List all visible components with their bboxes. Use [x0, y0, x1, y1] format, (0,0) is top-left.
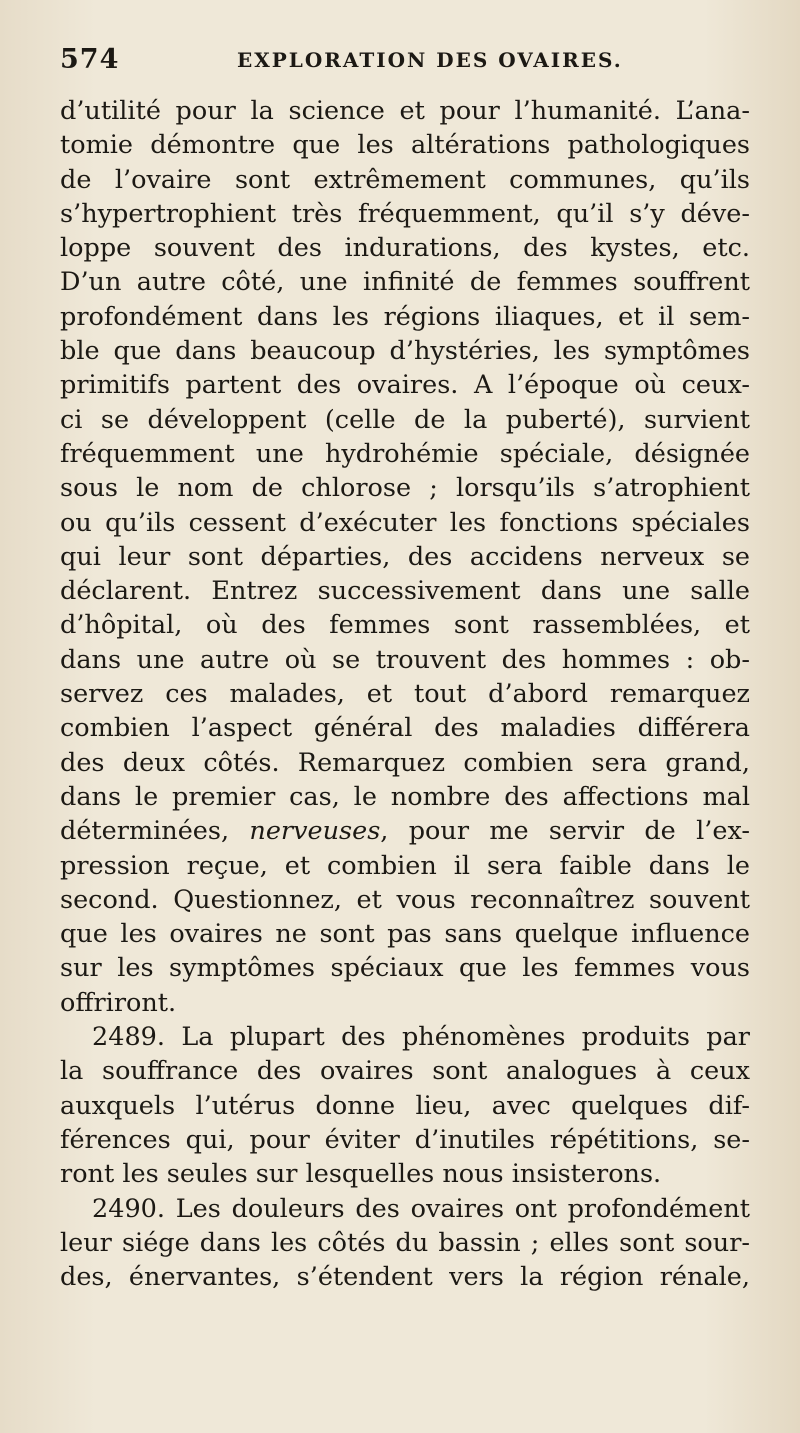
- text-line: ci se développent (celle de la puberté), survient: [60, 404, 750, 435]
- text-line: s’hypertrophient très fréquemment, qu’il s’y déve-: [60, 198, 750, 229]
- paragraph-2490-start: 2490. Les douleurs des ovaires ont profondément: [92, 1193, 750, 1224]
- text-line: primitifs partent des ovaires. A l’époque où ceux-: [60, 370, 750, 401]
- text-line: d’utilité pour la science et pour l’humanité. L’ana-: [60, 96, 750, 126]
- text-line: dans une autre où se trouvent des hommes : ob-: [60, 644, 750, 675]
- paragraph-2489-start: 2489. La plupart des phénomènes produits par: [92, 1022, 750, 1053]
- text-line: tomie démontre que les altérations pathologiques: [60, 130, 750, 161]
- text-line: leur siége dans les côtés du bassin ; elles sont sour-: [60, 1227, 750, 1258]
- text-segment: déterminées,: [60, 816, 250, 847]
- text-line: que les ovaires ne sont pas sans quelque influence: [60, 919, 750, 950]
- text-line: des deux côtés. Remarquez combien sera grand,: [60, 747, 750, 778]
- text-line: ou qu’ils cessent d’exécuter les fonctions spéciales: [60, 507, 750, 538]
- text-line: profondément dans les régions iliaques, et il sem-: [60, 301, 750, 332]
- paragraph-end-line: ront les seules sur lesquelles nous insisterons.: [60, 1159, 662, 1190]
- text-line: déclarent. Entrez successivement dans une salle: [60, 576, 750, 607]
- text-line: combien l’aspect général des maladies différera: [60, 713, 750, 744]
- text-segment: , pour me servir de l’ex-: [380, 816, 750, 847]
- text-line: de l’ovaire sont extrêmement communes, qu’ils: [60, 164, 750, 195]
- text-line: second. Questionnez, et vous reconnaîtrez souvent: [60, 884, 750, 915]
- text-line-with-italic: [60, 814, 750, 848]
- text-line: D’un autre côté, une infinité de femmes souffrent: [60, 267, 750, 298]
- text-line: des, énervantes, s’étendent vers la région rénale,: [60, 1262, 750, 1293]
- paragraph-end-line: offriront.: [60, 987, 177, 1018]
- italic-term: nerveuses: [249, 816, 381, 847]
- text-line: fréquemment une hydrohémie spéciale, désignée: [60, 438, 750, 469]
- text-line: auxquels l’utérus donne lieu, avec quelques dif-: [60, 1090, 750, 1121]
- page-header: [60, 44, 750, 84]
- running-title: EXPLORATION DES OVAIRES.: [237, 48, 623, 72]
- text-line: sur les symptômes spéciaux que les femmes vous: [60, 953, 750, 984]
- text-line: pression reçue, et combien il sera faible dans le: [60, 850, 750, 881]
- text-line: dans le premier cas, le nombre des affections mal: [60, 781, 750, 812]
- page-number: 574: [60, 44, 120, 75]
- text-line: servez ces malades, et tout d’abord remarquez: [60, 679, 750, 710]
- body-text: [60, 94, 750, 1294]
- text-line: ble que dans beaucoup d’hystéries, les symptômes: [60, 336, 750, 367]
- text-line: qui leur sont départies, des accidens nerveux se: [60, 541, 750, 572]
- text-line: d’hôpital, où des femmes sont rassemblées, et: [60, 610, 750, 641]
- text-line: sous le nom de chlorose ; lorsqu’ils s’atrophient: [60, 473, 750, 504]
- text-line: la souffrance des ovaires sont analogues à ceux: [60, 1056, 750, 1087]
- text-line: férences qui, pour éviter d’inutiles répétitions, se-: [60, 1124, 750, 1155]
- text-line: loppe souvent des indurations, des kystes, etc.: [60, 233, 750, 264]
